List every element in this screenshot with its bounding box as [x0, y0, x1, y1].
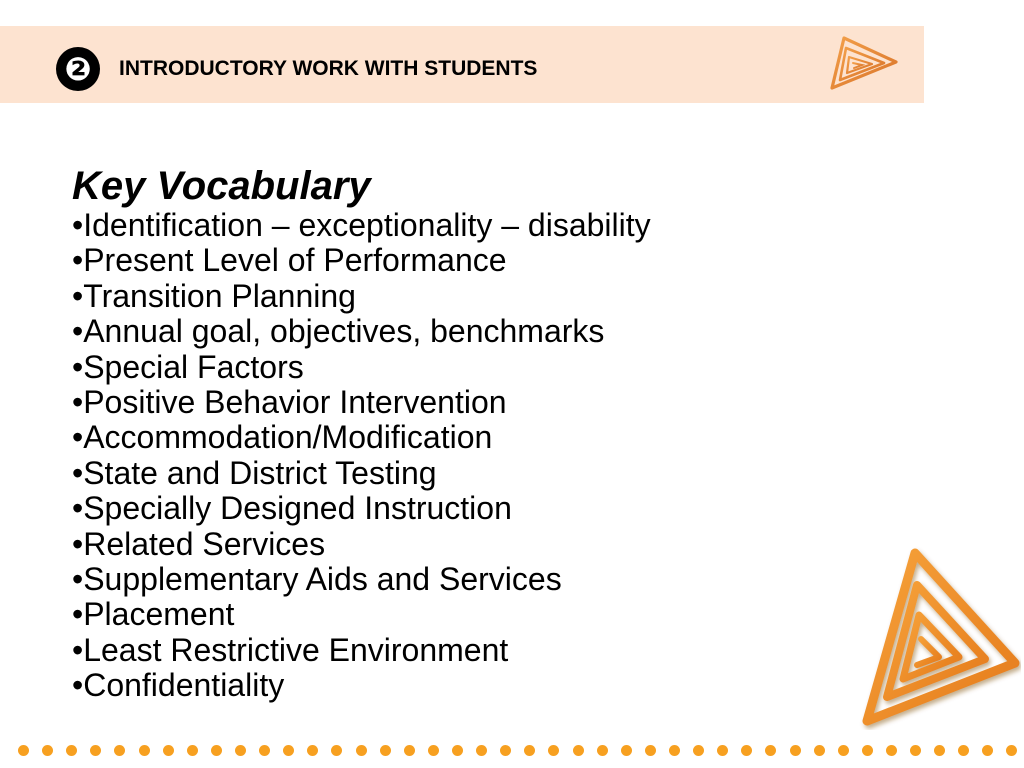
decorative-dot: [90, 745, 101, 756]
bullet: •: [72, 596, 84, 633]
decorative-dot: [283, 745, 294, 756]
vocabulary-item: [72, 633, 852, 668]
decorative-dot: [573, 745, 584, 756]
bullet: •: [72, 454, 84, 491]
decorative-dot: [645, 745, 656, 756]
decorative-dot: [741, 745, 752, 756]
vocabulary-item: [72, 208, 852, 243]
spiral-triangle-logo-icon: [855, 545, 1021, 730]
decorative-dot: [235, 745, 246, 756]
bullet: •: [72, 631, 84, 668]
decorative-dot: [982, 745, 993, 756]
bullet: •: [72, 525, 84, 562]
decorative-dot: [910, 745, 921, 756]
decorative-dot: [548, 745, 559, 756]
decorative-dot: [42, 745, 53, 756]
decorative-dot: [163, 745, 174, 756]
vocabulary-item-text: Placement: [83, 596, 235, 633]
bullet: •: [72, 667, 84, 704]
decorative-dot: [597, 745, 608, 756]
spiral-triangle-logo-icon: [826, 34, 900, 92]
decorative-dot: [18, 745, 29, 756]
bullet: •: [72, 242, 84, 279]
vocabulary-item-text: Supplementary Aids and Services: [83, 561, 562, 598]
vocabulary-item: [72, 243, 852, 278]
decorative-dot: [380, 745, 391, 756]
bullet: •: [72, 207, 84, 243]
vocabulary-item: [72, 668, 852, 703]
decorative-dot: [524, 745, 535, 756]
vocabulary-item-text: Specially Designed Instruction: [83, 490, 512, 527]
section-number-badge: ❷: [56, 47, 100, 91]
vocabulary-item: [72, 456, 852, 491]
decorative-dot: [114, 745, 125, 756]
decorative-dot: [331, 745, 342, 756]
vocabulary-item-text: Identification – exceptionality – disability: [83, 207, 651, 243]
vocabulary-item-text: State and District Testing: [83, 454, 437, 491]
decorative-dot: [934, 745, 945, 756]
decorative-dot: [1006, 745, 1017, 756]
vocabulary-item-text: Annual goal, objectives, benchmarks: [83, 313, 605, 350]
vocabulary-item: [72, 491, 852, 526]
vocabulary-item-text: Accommodation/Modification: [83, 419, 493, 456]
vocabulary-content: [72, 164, 852, 704]
vocabulary-list: [72, 208, 852, 704]
vocabulary-item: [72, 385, 852, 420]
vocabulary-item: [72, 314, 852, 349]
vocabulary-item: [72, 527, 852, 562]
vocabulary-item: [72, 420, 852, 455]
vocabulary-heading: Key Vocabulary: [72, 164, 371, 208]
decorative-dot: [958, 745, 969, 756]
vocabulary-item-text: Least Restrictive Environment: [83, 631, 509, 668]
decorative-dot: [838, 745, 849, 756]
decorative-dot: [428, 745, 439, 756]
bullet: •: [72, 490, 84, 527]
bullet: •: [72, 561, 84, 598]
decorative-dot: [621, 745, 632, 756]
vocabulary-item-text: Special Factors: [83, 348, 304, 385]
decorative-dot: [452, 745, 463, 756]
bullet: •: [72, 348, 84, 385]
vocabulary-item-text: Related Services: [83, 525, 326, 562]
vocabulary-item: [72, 279, 852, 314]
vocabulary-item: [72, 562, 852, 597]
decorative-dot: [669, 745, 680, 756]
decorative-dot: [187, 745, 198, 756]
vocabulary-item-text: Present Level of Performance: [83, 242, 507, 279]
decorative-dot: [211, 745, 222, 756]
section-title: INTRODUCTORY WORK WITH STUDENTS: [119, 57, 538, 80]
decorative-dot: [790, 745, 801, 756]
bullet: •: [72, 384, 84, 421]
vocabulary-item: [72, 350, 852, 385]
decorative-dot: [66, 745, 77, 756]
decorative-dot: [862, 745, 873, 756]
decorative-dot: [717, 745, 728, 756]
decorative-dot-row: [18, 742, 1018, 758]
bullet: •: [72, 419, 84, 456]
decorative-dot: [886, 745, 897, 756]
bullet: •: [72, 277, 84, 314]
decorative-dot: [476, 745, 487, 756]
vocabulary-item: [72, 597, 852, 632]
decorative-dot: [404, 745, 415, 756]
vocabulary-item-text: Confidentiality: [83, 667, 285, 704]
decorative-dot: [814, 745, 825, 756]
decorative-dot: [259, 745, 270, 756]
vocabulary-item-text: Positive Behavior Intervention: [83, 384, 507, 421]
bullet: •: [72, 313, 84, 350]
decorative-dot: [307, 745, 318, 756]
decorative-dot: [693, 745, 704, 756]
decorative-dot: [765, 745, 776, 756]
decorative-dot: [356, 745, 367, 756]
decorative-dot: [500, 745, 511, 756]
vocabulary-item-text: Transition Planning: [83, 277, 356, 314]
decorative-dot: [139, 745, 150, 756]
